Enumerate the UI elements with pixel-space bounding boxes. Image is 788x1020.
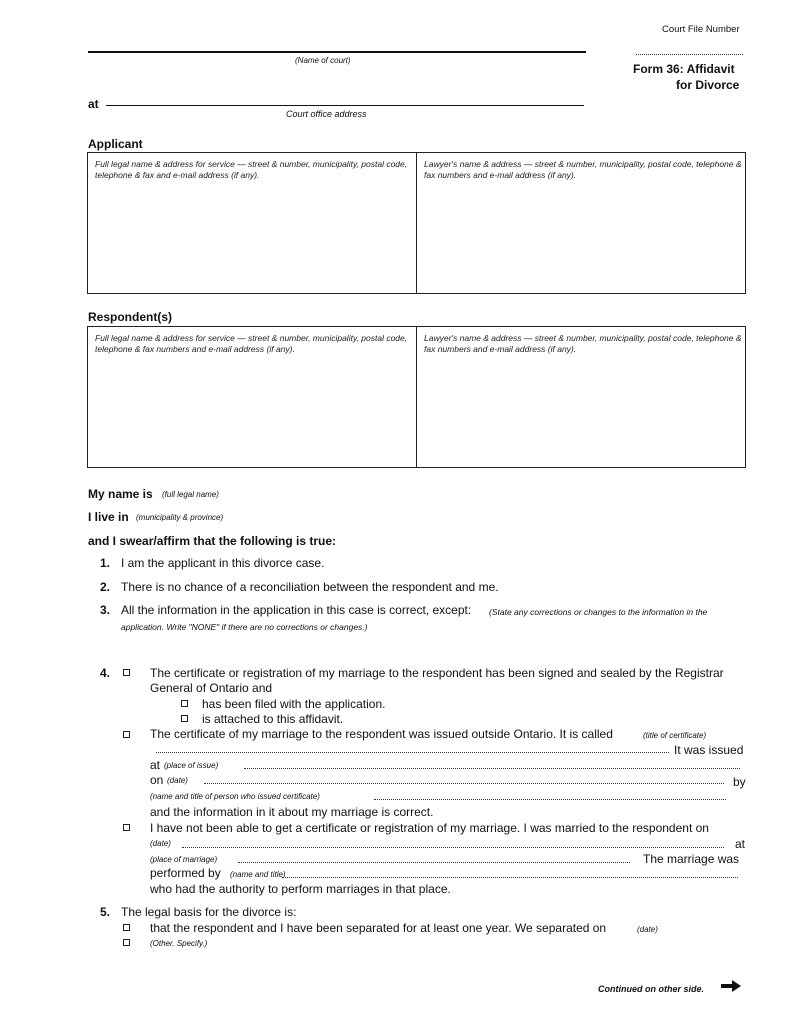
other-specify-hint: (Other. Specify.) xyxy=(150,939,208,948)
court-office-address-line[interactable] xyxy=(106,105,584,106)
at-label: at xyxy=(88,97,99,111)
item-3-hint-b: application. Write "NONE" if there are no corrections or changes.) xyxy=(121,622,368,632)
issuer-name-title-field[interactable] xyxy=(374,799,726,800)
date-issued-field[interactable] xyxy=(204,783,724,784)
court-office-address-caption: Court office address xyxy=(286,109,367,119)
full-legal-name-hint: (full legal name) xyxy=(162,490,219,499)
item-3-number: 3. xyxy=(100,603,111,617)
respondent-divider xyxy=(416,327,417,467)
at-word-2: at xyxy=(735,837,746,851)
my-name-is-label: My name is xyxy=(88,487,153,501)
applicant-table xyxy=(87,152,746,294)
applicant-info-label: Full legal name & address for service — street & number, municipality, postal code, telephone & fax and e-mail address (if any). xyxy=(95,159,408,180)
item-2-number: 2. xyxy=(100,580,111,594)
performed-by-label: performed by xyxy=(150,866,221,880)
respondent-table xyxy=(87,326,746,468)
item-4a-checkbox[interactable] xyxy=(123,669,130,676)
applicant-heading: Applicant xyxy=(88,137,143,151)
attached-to-affidavit-checkbox[interactable] xyxy=(181,715,188,722)
place-of-marriage-field[interactable] xyxy=(238,862,630,863)
form-title-line2: for Divorce xyxy=(676,78,740,92)
officiant-name-title-field[interactable] xyxy=(282,877,738,878)
separated-checkbox[interactable] xyxy=(123,924,130,931)
right-arrow-icon xyxy=(721,980,741,992)
name-of-court-caption: (Name of court) xyxy=(295,56,351,65)
authority-text: who had the authority to perform marriages in that place. xyxy=(150,882,451,896)
respondent-lawyer-label: Lawyer's name & address — street & number, municipality, postal code, telephone & fax numbers and e-mail address (if any). xyxy=(424,333,742,354)
place-of-issue-field[interactable] xyxy=(244,768,740,769)
respondent-heading: Respondent(s) xyxy=(88,310,172,324)
marriage-date-hint: (date) xyxy=(150,839,171,848)
applicant-divider xyxy=(416,153,417,293)
item-3-text: All the information in the application in this case is correct, except: xyxy=(121,603,472,617)
item-4a-sub1: has been filed with the application. xyxy=(202,697,386,711)
item-3-hint-a: (State any corrections or changes to the information in the xyxy=(489,607,708,617)
place-of-marriage-hint: (place of marriage) xyxy=(150,855,218,864)
by-word: by xyxy=(733,775,746,789)
title-of-certificate-field[interactable] xyxy=(156,752,669,753)
other-basis-checkbox[interactable] xyxy=(123,939,130,946)
it-was-issued-label: It was issued xyxy=(674,743,744,757)
date-issued-hint: (date) xyxy=(167,776,188,785)
name-of-court-line[interactable] xyxy=(88,51,586,53)
place-of-issue-hint: (place of issue) xyxy=(164,761,219,770)
item-5-text: The legal basis for the divorce is: xyxy=(121,905,297,919)
court-file-number-field[interactable] xyxy=(636,54,743,55)
i-live-in-label: I live in xyxy=(88,510,129,524)
item-4b-checkbox[interactable] xyxy=(123,731,130,738)
marriage-date-field[interactable] xyxy=(182,847,724,848)
issuer-name-title-hint: (name and title of person who issued certificate) xyxy=(150,792,320,801)
at-word: at xyxy=(150,758,161,772)
item-1-number: 1. xyxy=(100,556,111,570)
item-4a-sub2: is attached to this affidavit. xyxy=(202,712,344,726)
continued-note: Continued on other side. xyxy=(598,984,704,994)
item-4c-line1: I have not been able to get a certificate or registration of my marriage. I was married to the respondent on xyxy=(150,821,709,835)
form-title-line1: Form 36: Affidavit xyxy=(633,62,735,76)
item-5a-text: that the respondent and I have been separated for at least one year. We separated on xyxy=(150,921,607,935)
marriage-was-label: The marriage was xyxy=(643,852,740,866)
item-4a-line1: The certificate or registration of my marriage to the respondent has been signed and sealed by the Registrar xyxy=(150,666,724,680)
respondent-info-label: Full legal name & address for service — street & number, municipality, postal code, telephone & fax numbers and e-mail address (if any). xyxy=(95,333,408,354)
court-file-number-label: Court File Number xyxy=(662,24,740,35)
item-4-number: 4. xyxy=(100,666,111,680)
applicant-lawyer-label: Lawyer's name & address — street & number, municipality, postal code, telephone & fax numbers and e-mail address (if any). xyxy=(424,159,742,180)
item-4c-checkbox[interactable] xyxy=(123,824,130,831)
swear-affirm-statement: and I swear/affirm that the following is true: xyxy=(88,534,337,548)
item-4b-line1: The certificate of my marriage to the respondent was issued outside Ontario. It is called xyxy=(150,727,613,741)
officiant-name-title-hint: (name and title) xyxy=(230,870,286,879)
item-5-number: 5. xyxy=(100,905,111,919)
item-2-text: There is no chance of a reconciliation between the respondent and me. xyxy=(121,580,499,594)
on-word: on xyxy=(150,773,164,787)
separation-date-hint: (date) xyxy=(637,925,658,934)
info-correct-text: and the information in it about my marriage is correct. xyxy=(150,805,434,819)
filed-with-application-checkbox[interactable] xyxy=(181,700,188,707)
title-of-certificate-hint: (title of certificate) xyxy=(643,731,707,740)
municipality-hint: (municipality & province) xyxy=(136,513,224,522)
item-4a-line2: General of Ontario and xyxy=(150,681,273,695)
item-1-text: I am the applicant in this divorce case. xyxy=(121,556,325,570)
